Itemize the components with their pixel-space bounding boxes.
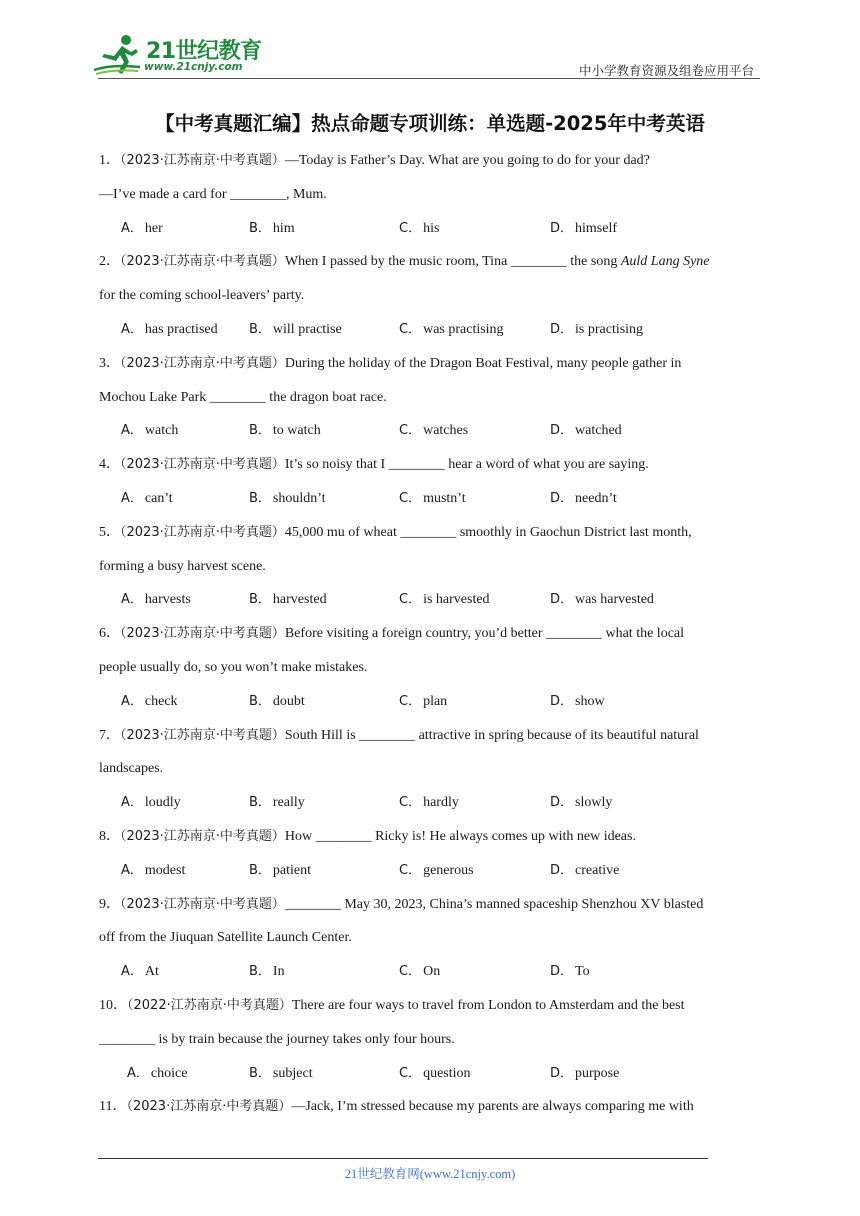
question-5-options: [99, 586, 764, 620]
option-a[interactable]: A． choice: [127, 1065, 188, 1081]
question-10-continued: [99, 1026, 764, 1060]
question-source: （2023·江苏南京·中考真题）: [120, 254, 285, 270]
question-7: [99, 722, 764, 756]
option-c[interactable]: C． mustn’t: [399, 490, 466, 506]
option-a[interactable]: A． has practised: [121, 321, 218, 337]
question-3: [99, 350, 764, 384]
question-7-continued: [99, 755, 764, 789]
question-2: [99, 248, 764, 282]
question-text: off from the Jiuquan Satellite Launch Center.: [99, 930, 352, 946]
question-1-options: [99, 215, 764, 249]
question-text: ________ is by train because the journey takes only four hours.: [99, 1031, 455, 1047]
option-a[interactable]: A． harvests: [121, 592, 191, 608]
option-d[interactable]: D． needn’t: [550, 490, 617, 506]
question-text: It’s so noisy that I ________ hear a word of what you are saying.: [284, 457, 649, 473]
question-5: [99, 519, 764, 553]
option-a[interactable]: A． loudly: [121, 795, 181, 811]
question-source: （2023·江苏南京·中考真题）: [120, 153, 285, 168]
question-text: How ________ Ricky is! He always comes up with new ideas.: [284, 828, 636, 844]
question-text: There are four ways to travel from London to Amsterdam and the best: [291, 997, 685, 1013]
footer-divider: [98, 1158, 708, 1159]
option-d[interactable]: D． creative: [550, 862, 620, 878]
question-5-continued: [99, 553, 764, 587]
question-8-options: [99, 857, 764, 891]
question-6-continued: [99, 654, 764, 688]
question-8: [99, 823, 764, 857]
option-b[interactable]: B． to watch: [249, 423, 321, 439]
song-title: Auld Lang Syne: [620, 254, 710, 270]
question-1: [99, 147, 764, 181]
question-text: Before visiting a foreign country, you’d better ________ what the local: [284, 626, 685, 642]
option-a[interactable]: A． modest: [121, 862, 186, 878]
option-b[interactable]: B． him: [249, 220, 295, 236]
question-source: （2023·江苏南京·中考真题）: [120, 828, 285, 844]
question-source: （2023·江苏南京·中考真题）: [120, 896, 285, 912]
page-title: 【中考真题汇编】热点命题专项训练：单选题-2025年中考英语: [155, 112, 705, 135]
question-text: —Today is Father’s Day. What are you going to do for your dad?: [284, 153, 650, 168]
question-3-continued: [99, 384, 764, 418]
question-text: landscapes.: [99, 761, 164, 777]
question-7-options: [99, 789, 764, 823]
option-b[interactable]: B． In: [249, 964, 285, 980]
option-d[interactable]: D． purpose: [550, 1065, 620, 1081]
option-a[interactable]: A． check: [121, 693, 178, 709]
question-number: 6．: [99, 626, 120, 642]
footer-link[interactable]: 21世纪教育网(www.21cnjy.com): [344, 1167, 516, 1181]
question-number: 7．: [99, 727, 120, 743]
option-b[interactable]: B． will practise: [249, 321, 342, 337]
question-11: [99, 1093, 764, 1127]
question-2-options: [99, 316, 764, 350]
option-b[interactable]: B． doubt: [249, 693, 305, 709]
option-c[interactable]: C． is harvested: [399, 592, 490, 608]
option-a[interactable]: A． her: [121, 220, 163, 236]
question-10-options: [99, 1060, 764, 1094]
option-c[interactable]: C． question: [399, 1065, 471, 1081]
question-number: 10．: [99, 997, 127, 1013]
option-c[interactable]: C． On: [399, 964, 441, 980]
runner-logo-icon: [92, 34, 144, 76]
option-d[interactable]: D． is practising: [550, 321, 644, 337]
question-text: When I passed by the music room, Tina ________ the song: [284, 254, 621, 270]
option-d[interactable]: D． was harvested: [550, 592, 654, 608]
question-2-continued: [99, 282, 764, 316]
question-10: [99, 992, 764, 1026]
option-a[interactable]: A． can’t: [121, 490, 173, 506]
logo-title: 21世纪教育: [146, 39, 262, 64]
question-text: Mochou Lake Park ________ the dragon boat race.: [99, 389, 387, 405]
option-c[interactable]: C． was practising: [399, 321, 504, 337]
option-b[interactable]: B． really: [249, 795, 305, 811]
question-source: （2023·江苏南京·中考真题）: [120, 355, 285, 371]
question-text: During the holiday of the Dragon Boat Festival, many people gather in: [284, 355, 682, 371]
option-d[interactable]: D． himself: [550, 220, 618, 236]
question-source: （2023·江苏南京·中考真题）: [120, 457, 285, 473]
question-4: [99, 451, 764, 485]
option-d[interactable]: D． watched: [550, 423, 622, 439]
question-3-options: [99, 417, 764, 451]
option-b[interactable]: B． shouldn’t: [249, 490, 326, 506]
option-b[interactable]: B． patient: [249, 862, 312, 878]
option-a[interactable]: A． watch: [121, 423, 179, 439]
question-4-options: [99, 485, 764, 519]
question-number: 2．: [99, 254, 120, 270]
question-text: forming a busy harvest scene.: [99, 558, 266, 574]
option-a[interactable]: A． At: [121, 964, 159, 980]
question-source: （2023·江苏南京·中考真题）: [120, 727, 285, 743]
logo-url: www.21cnjy.com: [144, 61, 243, 73]
question-source: （2023·江苏南京·中考真题）: [120, 626, 285, 642]
question-number: 4．: [99, 457, 120, 473]
question-list: [99, 147, 764, 1127]
question-number: 9．: [99, 896, 120, 912]
question-source: （2023·江苏南京·中考真题）: [120, 524, 285, 540]
question-6-options: [99, 688, 764, 722]
option-c[interactable]: C． his: [399, 220, 440, 236]
question-number: 3．: [99, 355, 120, 371]
question-number: 5．: [99, 524, 120, 540]
question-number: 8．: [99, 828, 120, 844]
question-text: people usually do, so you won’t make mistakes.: [99, 659, 368, 675]
question-text: ________ May 30, 2023, China’s manned spaceship Shenzhou XV blasted: [284, 896, 704, 912]
question-source: （2023·江苏南京·中考真题）: [126, 1099, 292, 1115]
logo: [92, 34, 262, 76]
header-divider: [98, 78, 760, 79]
question-text: —I’ve made a card for ________, Mum.: [99, 186, 327, 202]
question-9-continued: [99, 924, 764, 958]
question-text: 45,000 mu of wheat ________ smoothly in Gaochun District last month,: [284, 524, 692, 540]
option-d[interactable]: D． slowly: [550, 795, 613, 811]
option-b[interactable]: B． subject: [249, 1065, 313, 1081]
question-number: 1．: [99, 153, 120, 168]
option-c[interactable]: C． watches: [399, 423, 469, 439]
question-text: —Jack, I’m stressed because my parents are always comparing me with: [291, 1099, 694, 1115]
question-number: 11．: [99, 1099, 127, 1115]
question-text: for the coming school-leavers’ party.: [99, 288, 305, 304]
page-header: [0, 0, 860, 80]
option-d[interactable]: D． show: [550, 693, 605, 709]
option-b[interactable]: B． harvested: [249, 592, 327, 608]
option-d[interactable]: D． To: [550, 964, 590, 980]
question-source: （2022·江苏南京·中考真题）: [127, 997, 292, 1013]
question-6: [99, 620, 764, 654]
question-9-options: [99, 958, 764, 992]
question-9: [99, 891, 764, 925]
question-text: South Hill is ________ attractive in spring because of its beautiful natural: [284, 727, 699, 743]
option-c[interactable]: C． generous: [399, 862, 474, 878]
option-c[interactable]: C． plan: [399, 693, 448, 709]
option-c[interactable]: C． hardly: [399, 795, 459, 811]
question-1-continued: [99, 181, 764, 215]
platform-name: 中小学教育资源及组卷应用平台: [578, 63, 754, 78]
